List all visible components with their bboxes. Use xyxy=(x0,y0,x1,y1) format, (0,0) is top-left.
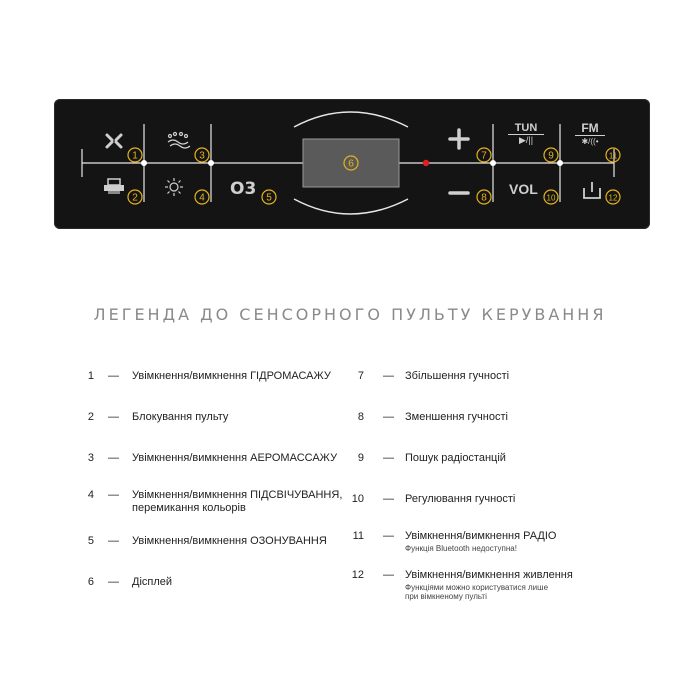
legend-text xyxy=(405,452,645,465)
marker-number: 2 xyxy=(132,192,138,204)
junction-dot xyxy=(208,160,214,166)
legend-label: Увімкнення/вимкнення АЕРОМАССАЖУ xyxy=(132,452,338,464)
legend-dash: — xyxy=(108,411,119,423)
indicator-red-dot xyxy=(423,160,429,166)
legend-number: 7 xyxy=(357,370,364,382)
legend-number: 10 xyxy=(351,493,364,505)
junction-dot xyxy=(557,160,563,166)
panel-drawing xyxy=(54,99,650,229)
marker-number: 1 xyxy=(132,150,138,162)
legend-dash: — xyxy=(383,530,394,542)
marker-number: 9 xyxy=(548,150,554,162)
legend-label: Увімкнення/вимкнення живлення xyxy=(405,569,573,581)
legend-label: Збільшення гучності xyxy=(405,370,510,382)
bluetooth-radio-icon: ✱/((• xyxy=(581,137,599,146)
fan-icon[interactable] xyxy=(107,135,121,147)
legend-label: Регулювання гучності xyxy=(405,493,516,505)
legend-number: 5 xyxy=(87,535,94,547)
vol-button[interactable] xyxy=(509,181,538,197)
vol-label: VOL xyxy=(509,181,538,197)
display-arc-bottom xyxy=(294,199,408,214)
legend-text xyxy=(132,452,362,465)
legend-dash: — xyxy=(383,411,394,423)
marker-number: 11 xyxy=(608,151,618,161)
display-arc-top xyxy=(294,112,408,127)
legend-number: 11 xyxy=(352,530,364,542)
ozone-icon[interactable] xyxy=(230,179,256,199)
legend-label: Зменшення гучності xyxy=(405,411,508,423)
ozone-label: O3 xyxy=(230,179,257,199)
legend-note: Функціями можно користуватися лише xyxy=(405,583,549,592)
junction-dot xyxy=(490,160,496,166)
legend-title: ЛЕГЕНДА ДО СЕНСОРНОГО ПУЛЬТУ КЕРУВАННЯ xyxy=(93,305,607,324)
legend-text xyxy=(405,569,645,601)
legend-label: Пошук радіостанцій xyxy=(405,452,506,464)
legend-text xyxy=(405,530,645,553)
legend-dash: — xyxy=(383,569,394,581)
legend-label-continued: перемикання кольорів xyxy=(132,502,246,514)
legend-dash: — xyxy=(108,576,119,588)
legend-label: Увімкнення/вимкнення ОЗОНУВАННЯ xyxy=(132,535,327,547)
light-icon[interactable] xyxy=(165,178,183,196)
legend-text xyxy=(405,493,645,506)
legend-number: 9 xyxy=(357,452,364,464)
marker-number: 7 xyxy=(481,150,487,162)
tun-label: TUN xyxy=(508,122,544,135)
legend-note-continued: при вімкненому пульті xyxy=(405,592,487,601)
plus-icon[interactable] xyxy=(450,130,468,148)
legend-dash: — xyxy=(383,493,394,505)
marker-number-display: 6 xyxy=(348,158,354,170)
legend-label: Увімкнення/вимкнення ПІДСВІЧУВАННЯ, xyxy=(132,489,343,501)
junction-dot xyxy=(141,160,147,166)
legend-text xyxy=(405,411,645,424)
marker-number: 3 xyxy=(199,150,205,162)
marker-number: 5 xyxy=(266,192,272,204)
marker-number: 12 xyxy=(608,193,618,203)
legend-text xyxy=(132,535,362,548)
legend-number: 2 xyxy=(87,411,94,423)
legend-number: 12 xyxy=(351,569,364,581)
tun-button[interactable] xyxy=(508,122,544,146)
legend-label: Блокування пульту xyxy=(132,411,229,423)
legend-number: 6 xyxy=(87,576,94,588)
legend-number: 8 xyxy=(357,411,364,423)
legend-label: Увімкнення/вимкнення РАДІО xyxy=(405,530,557,542)
legend-label: Дісплей xyxy=(132,576,173,588)
legend-text xyxy=(132,411,362,424)
fm-button[interactable] xyxy=(575,122,605,147)
fm-label: FM xyxy=(575,122,605,136)
power-icon[interactable] xyxy=(584,182,600,198)
legend-text xyxy=(132,489,362,515)
legend-dash: — xyxy=(108,370,119,382)
legend-text xyxy=(405,370,645,383)
legend-label: Увімкнення/вимкнення ГІДРОМАСАЖУ xyxy=(132,370,331,382)
legend-number: 4 xyxy=(87,489,94,501)
legend-dash: — xyxy=(383,370,394,382)
legend-dash: — xyxy=(383,452,394,464)
play-pause-icon: ▶/|| xyxy=(518,135,534,145)
marker-number: 10 xyxy=(546,193,556,203)
marker-number: 8 xyxy=(481,192,487,204)
legend-text xyxy=(132,576,362,589)
legend-dash: — xyxy=(108,452,119,464)
legend-text xyxy=(132,370,362,383)
legend-number: 3 xyxy=(87,452,94,464)
touch-control-panel xyxy=(54,99,650,229)
legend-dash: — xyxy=(108,535,119,547)
air-massage-icon[interactable] xyxy=(168,133,190,149)
legend-dash: — xyxy=(108,489,119,501)
lock-icon[interactable] xyxy=(104,179,124,194)
legend-note: Функція Bluetooth недоступна! xyxy=(405,544,517,553)
legend-number: 1 xyxy=(87,370,94,382)
marker-number: 4 xyxy=(199,192,205,204)
